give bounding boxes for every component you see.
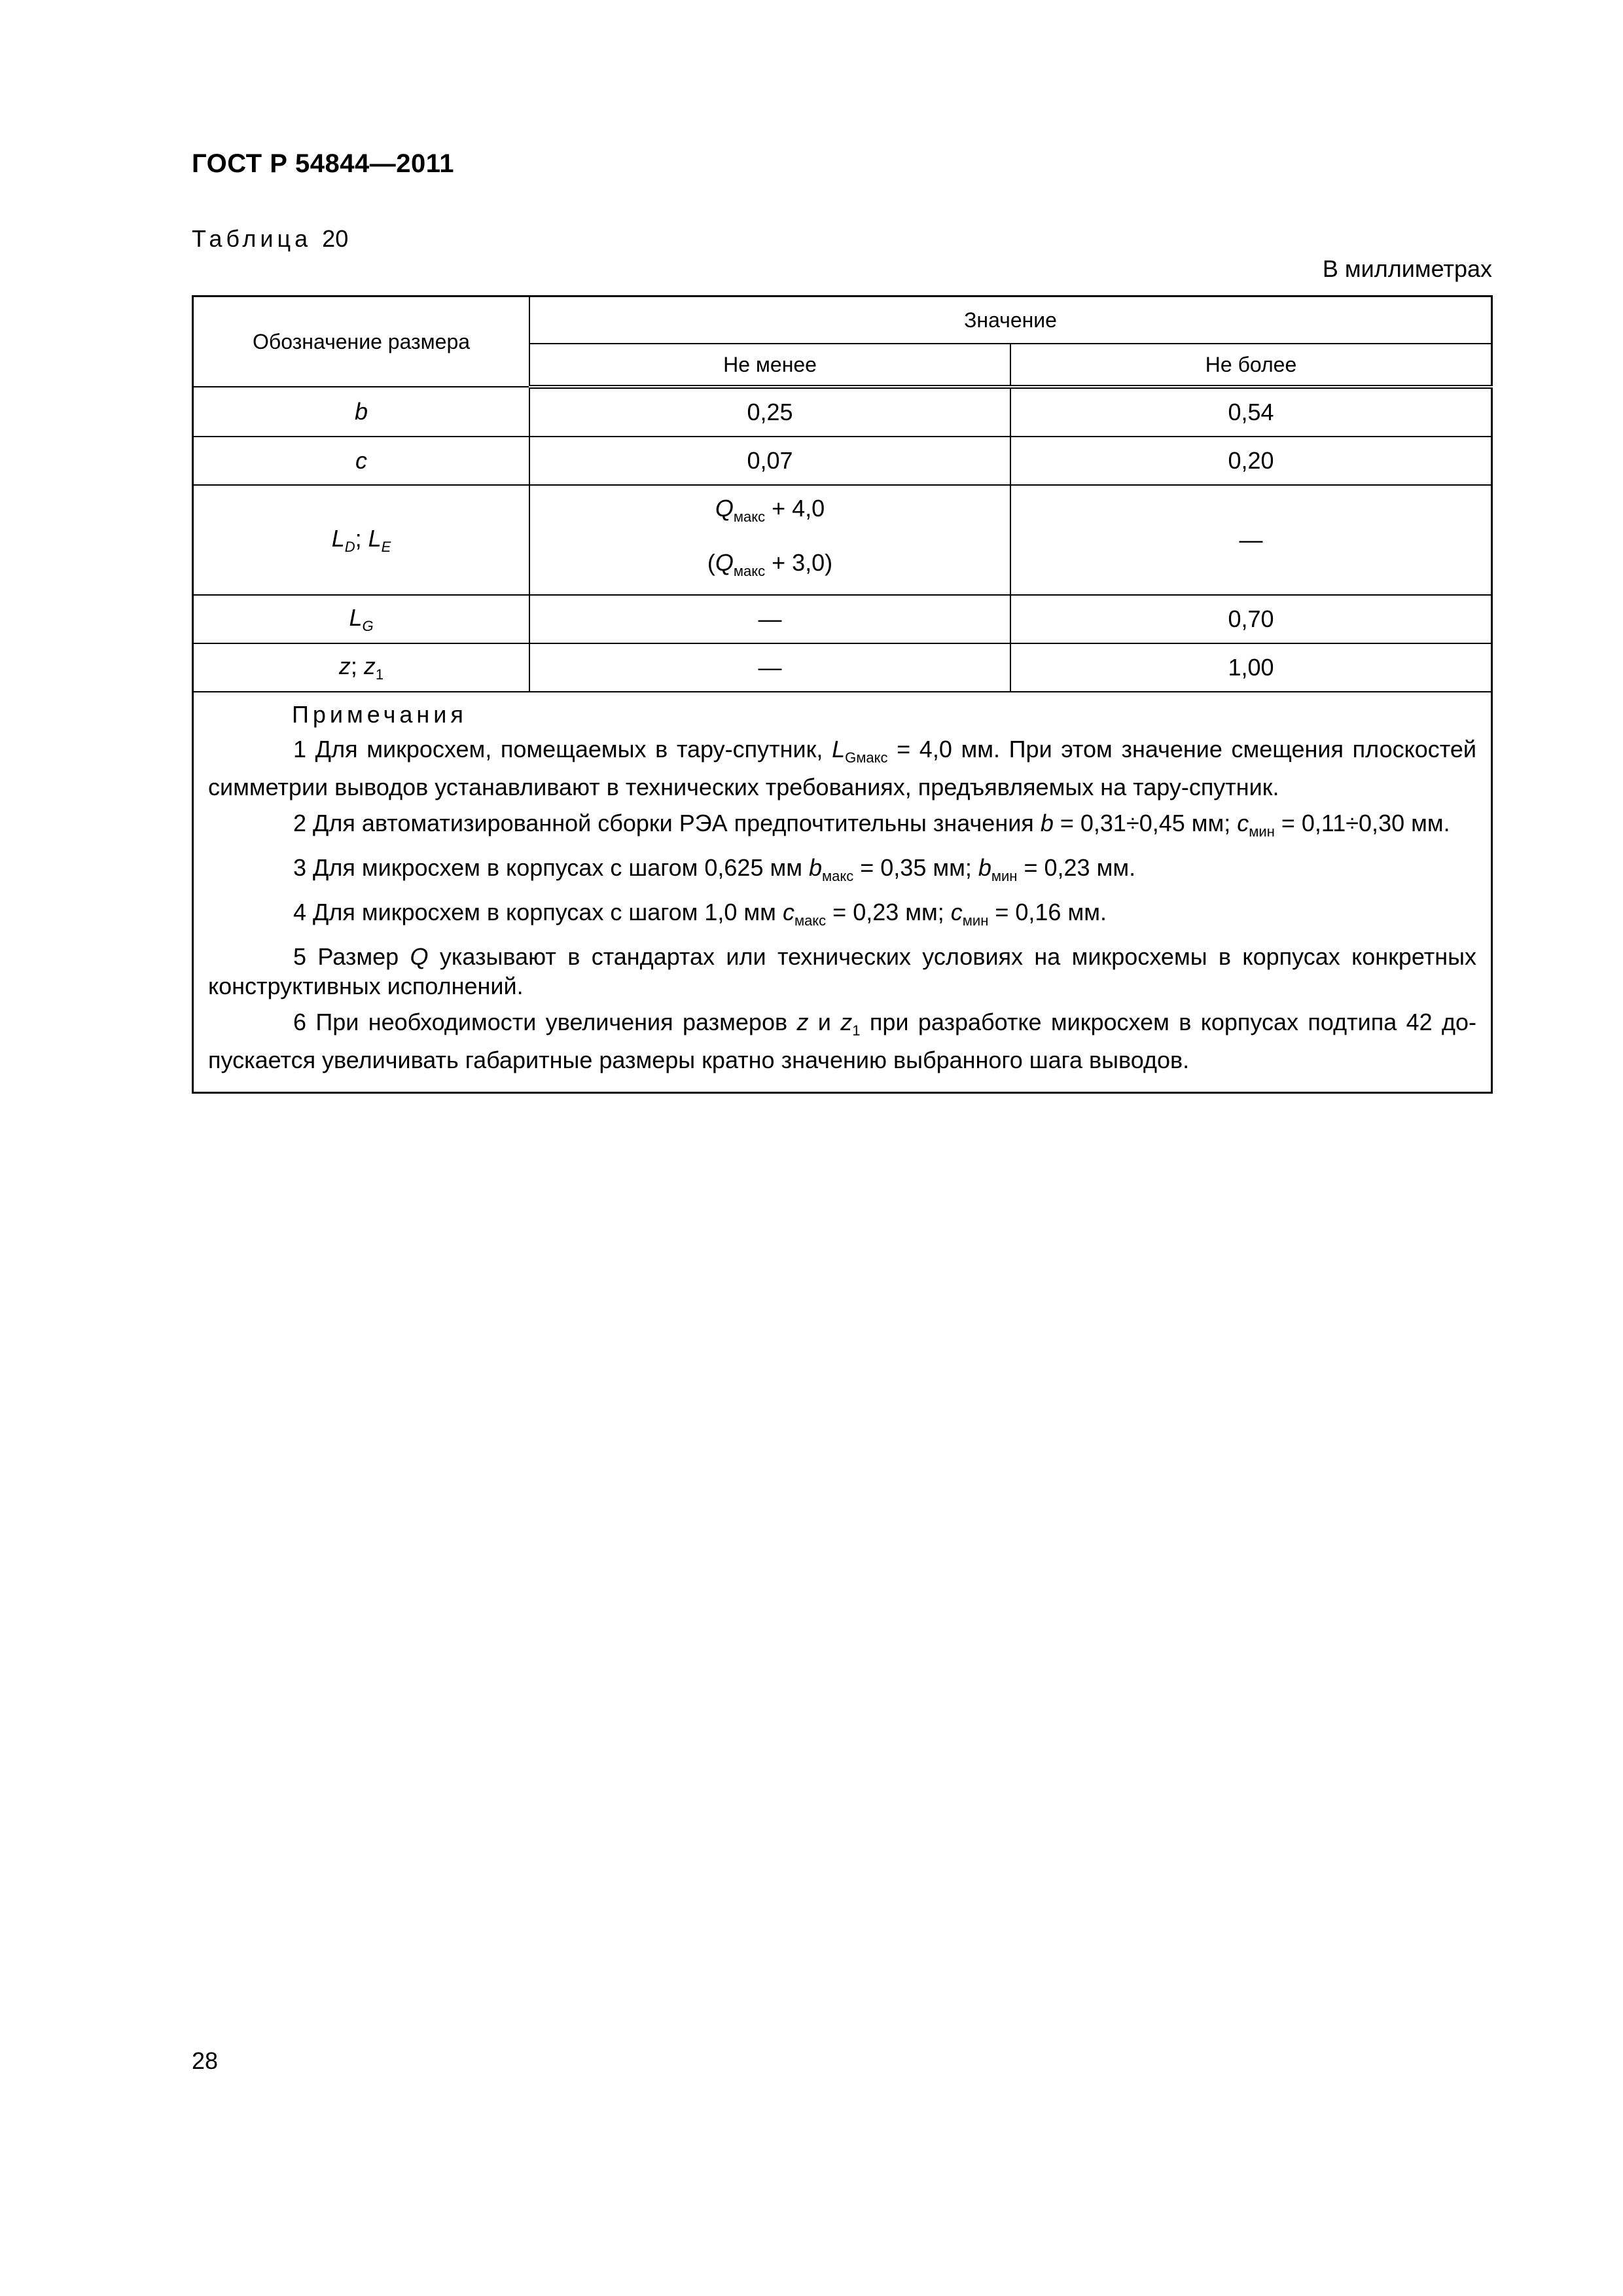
cell-designation: z; $z_1$ — [193, 643, 530, 692]
note-2: 2 Для автоматизированной сборки РЭА предпочтительны значения b = 0,31÷0,45 мм; $c_{мин} = 0,11\div 0,30$ мм. — [293, 810, 1450, 840]
note-1: 1 Для микросхем, помещаемых в тару-спутник, $L_{Gмакс} = 4,0$ мм. При этом значение смещения плоскостей симметрии выводов устанавливают в технических требованиях, предъявляемых на тару-спутник. — [208, 736, 1476, 800]
cell-max: — — [1010, 485, 1491, 595]
note-3: 3 Для микросхем в корпусах с шагом 0,625 мм $b_{макс} = 0,35$ мм; $b_{мин} = 0,23$ мм. — [293, 854, 1136, 884]
page-number: 28 — [192, 2047, 219, 2074]
cell-min: 0,25 — [529, 387, 1010, 437]
header-designation: Обозначение размера — [193, 296, 530, 387]
notes-row — [193, 692, 1492, 1093]
table-row — [193, 643, 1492, 692]
cell-designation: c — [193, 437, 530, 485]
header-max: Не более — [1010, 344, 1491, 387]
cell-designation: $L_G$ — [193, 595, 530, 643]
table-header-row — [193, 296, 1492, 344]
cell-designation: b — [193, 387, 530, 437]
header-min: Не менее — [529, 344, 1010, 387]
cell-designation: $L_D$; $L_E$ — [193, 485, 530, 595]
cell-max: 0,20 — [1010, 437, 1491, 485]
cell-max: 0,54 — [1010, 387, 1491, 437]
units-label: В миллиметрах — [1322, 255, 1492, 282]
document-header: ГОСТ Р 54844—2011 — [192, 149, 454, 178]
table-row — [193, 485, 1492, 595]
cell-min: — — [529, 643, 1010, 692]
min-formula-line-2: $(Q_{макс} + 3,0)$ — [707, 549, 833, 579]
header-value: Значение — [529, 296, 1491, 344]
note-4: 4 Для микросхем в корпусах с шагом 1,0 мм $c_{макс} = 0,23$ мм; $c_{мин} = 0,16$ мм. — [293, 899, 1107, 929]
cell-min: 0,07 — [529, 437, 1010, 485]
notes-cell — [193, 692, 1492, 1093]
table-row — [193, 387, 1492, 437]
table-caption — [192, 225, 348, 253]
table-row — [193, 437, 1492, 485]
note-5: 5 Размер Q указывают в стандартах или технических условиях на микросхемы в корпусах конкретных конструктивных исполнений. — [208, 943, 1476, 999]
cell-max: 0,70 — [1010, 595, 1491, 643]
table-caption-word: Таблица — [192, 225, 312, 252]
cell-min: — — [529, 595, 1010, 643]
table-row — [193, 595, 1492, 643]
cell-max: 1,00 — [1010, 643, 1491, 692]
min-formula-line-1: $Q_{макс} + 4,0$ — [715, 495, 825, 525]
note-6: 6 При необходимости увеличения размеров z и $z_1$ при разработке микросхем в корпусах подтипа 42 допускается увеличивать габаритные размеры кратно значению выбранного шага выводов. — [208, 1009, 1476, 1073]
cell-min — [529, 485, 1010, 595]
table-caption-number: 20 — [322, 225, 349, 252]
dimensions-table — [192, 295, 1493, 1094]
notes-title: Примечания — [292, 701, 467, 728]
